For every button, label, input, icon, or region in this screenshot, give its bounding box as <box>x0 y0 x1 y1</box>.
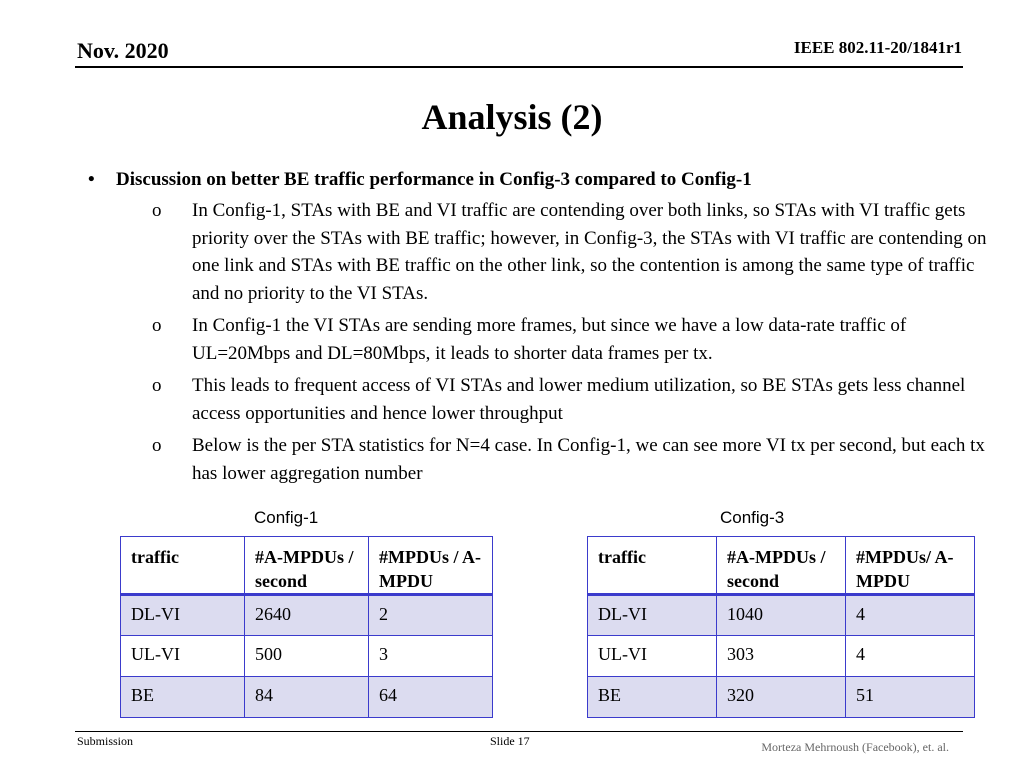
table-row <box>121 677 493 718</box>
table-cell: 84 <box>245 677 369 718</box>
column-header: #A-MPDUs / second <box>717 537 846 595</box>
table-cell: UL-VI <box>121 636 245 677</box>
header-date: Nov. 2020 <box>77 38 169 63</box>
sub-bullet-text: Below is the per STA statistics for N=4 case. In Config-1, we can see more VI tx per second, but each tx has lower aggregation number <box>192 435 985 484</box>
table-cell: 1040 <box>717 595 846 636</box>
table-cell: 320 <box>717 677 846 718</box>
slide-body <box>88 166 998 492</box>
table-cell: 2 <box>369 595 493 636</box>
table-cell: BE <box>588 677 717 718</box>
table-cell: 3 <box>369 636 493 677</box>
header-rule <box>75 66 963 68</box>
main-bullet <box>88 166 998 194</box>
sub-bullet <box>88 312 998 367</box>
footer-author: Morteza Mehrnoush (Facebook), et. al. <box>761 740 949 754</box>
sub-bullet-text: In Config-1 the VI STAs are sending more frames, but since we have a low data-rate traffic of UL=20Mbps and DL=80Mbps, it leads to shorter data frames per tx. <box>192 315 907 364</box>
sub-bullet <box>88 197 998 307</box>
footer-rule <box>75 731 963 732</box>
config1-label: Config-1 <box>254 508 319 527</box>
table-cell: DL-VI <box>121 595 245 636</box>
footer-submission: Submission <box>77 734 134 748</box>
table-cell: 500 <box>245 636 369 677</box>
sub-bullet-marker-icon: o <box>152 200 162 221</box>
sub-bullet <box>88 372 998 427</box>
sub-bullet-text: This leads to frequent access of VI STAs and lower medium utilization, so BE STAs gets less channel access opportunities and hence lower throughput <box>192 375 966 424</box>
table-cell: 303 <box>717 636 846 677</box>
column-header: #MPDUs/ A-MPDU <box>846 537 975 595</box>
table-row <box>588 636 975 677</box>
table-row <box>121 636 493 677</box>
config1-table <box>120 536 493 718</box>
table-cell: 2640 <box>245 595 369 636</box>
sub-bullet-list <box>88 197 998 487</box>
config3-table <box>587 536 975 718</box>
table-header-row <box>588 537 975 595</box>
bullet-dot-icon: • <box>88 169 95 190</box>
main-bullet-text: Discussion on better BE traffic performance in Config-3 compared to Config-1 <box>116 169 752 190</box>
table-cell: 51 <box>846 677 975 718</box>
column-header: #A-MPDUs / second <box>245 537 369 595</box>
table-cell: 64 <box>369 677 493 718</box>
column-header: traffic <box>588 537 717 595</box>
table-cell: DL-VI <box>588 595 717 636</box>
slide-number: Slide 17 <box>490 734 530 748</box>
table-header-row <box>121 537 493 595</box>
table-cell: UL-VI <box>588 636 717 677</box>
table-row <box>588 595 975 636</box>
sub-bullet <box>88 432 998 487</box>
sub-bullet-marker-icon: o <box>152 435 162 456</box>
table-cell: 4 <box>846 595 975 636</box>
column-header: #MPDUs / A-MPDU <box>369 537 493 595</box>
sub-bullet-text: In Config-1, STAs with BE and VI traffic are contending over both links, so STAs with VI traffic gets priority over the STAs with BE traffic; however, in Config-3, the STAs with VI traffic are contending on one link and STAs with BE traffic on the other link, so the contention is among the same type of traffic and no priority to the VI STAs. <box>192 200 987 304</box>
header-doc-id: IEEE 802.11-20/1841r1 <box>793 38 962 57</box>
table-row <box>121 595 493 636</box>
column-header: traffic <box>121 537 245 595</box>
table-row <box>588 677 975 718</box>
table-cell: 4 <box>846 636 975 677</box>
sub-bullet-marker-icon: o <box>152 315 162 336</box>
sub-bullet-marker-icon: o <box>152 375 162 396</box>
config3-label: Config-3 <box>720 508 785 527</box>
table-cell: BE <box>121 677 245 718</box>
slide-title: Analysis (2) <box>421 97 603 137</box>
